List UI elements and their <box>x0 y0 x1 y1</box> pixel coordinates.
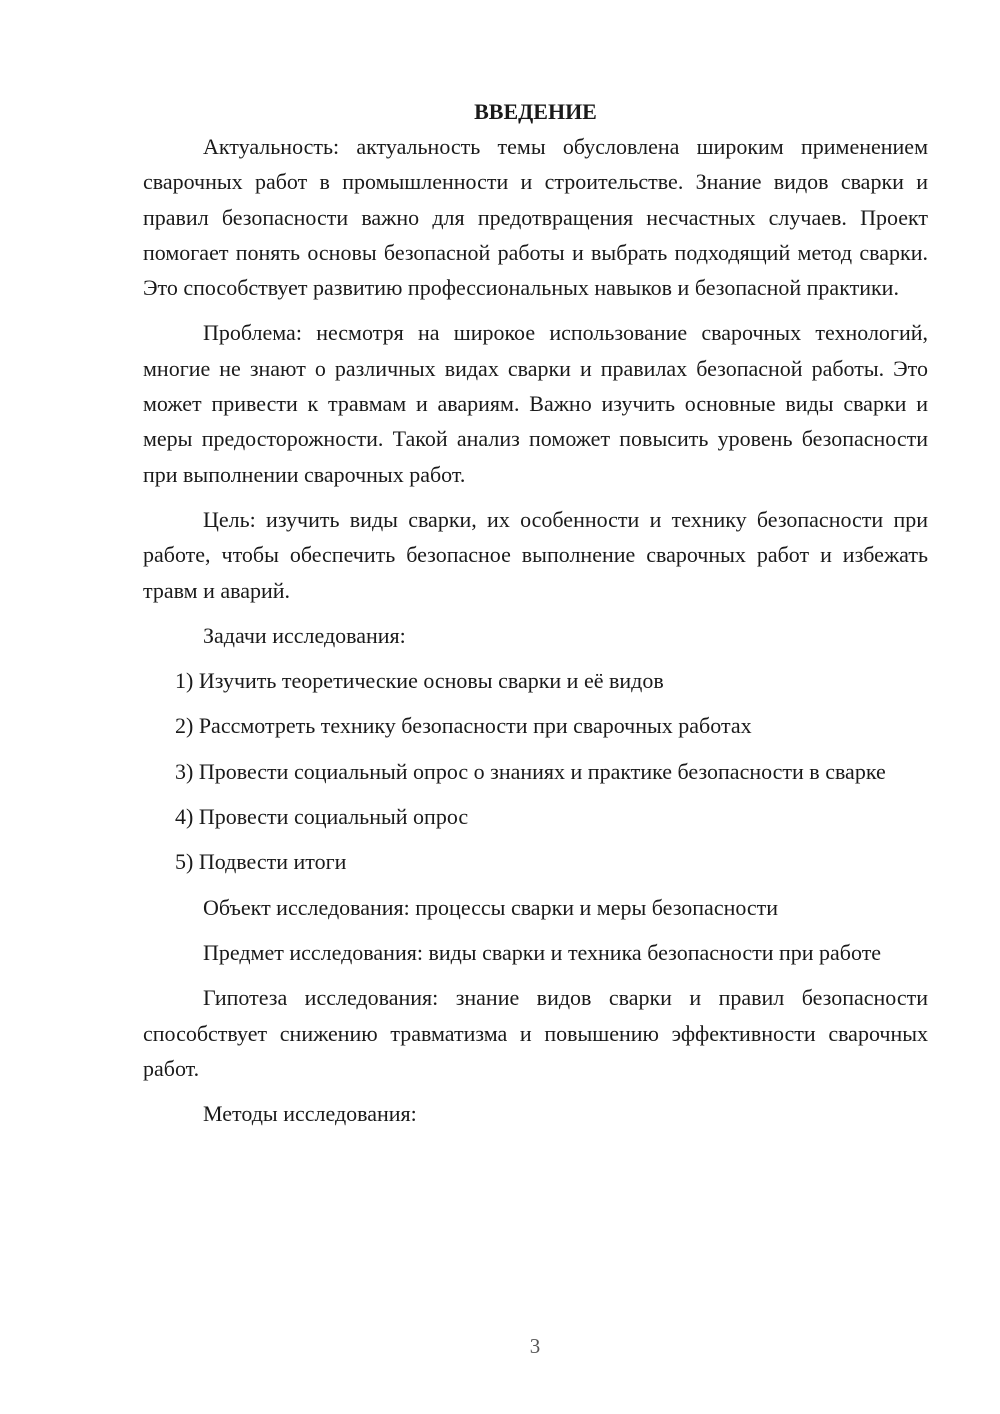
section-title: ВВЕДЕНИЕ <box>474 99 597 124</box>
task-item-5: 5) Подвести итоги <box>175 849 347 875</box>
page-number: 3 <box>529 1334 541 1358</box>
methods-heading: Методы исследования: <box>203 1101 417 1127</box>
hypothesis-paragraph: Гипотеза исследования: знание видов сварки и правил безопасности способствует снижению травматизма и повышению эффективности сварочных работ. <box>143 985 928 1081</box>
problem-paragraph: Проблема: несмотря на широкое использование сварочных технологий, многие не знают о различных видах сварки и правилах безопасной работы. Это может привести к травмам и авариям. Важно изучить основные виды сварки и меры предосторожности. Такой анализ поможет повысить уровень безопасности при выполнении сварочных работ. <box>143 320 928 487</box>
tasks-heading: Задачи исследования: <box>203 622 406 648</box>
goal-paragraph: Цель: изучить виды сварки, их особенности и технику безопасности при работе, чтобы обеспечить безопасное выполнение сварочных работ и избежать травм и аварий. <box>143 506 928 603</box>
object-paragraph: Объект исследования: процессы сварки и меры безопасности <box>203 894 779 920</box>
task-item-1: 1) Изучить теоретические основы сварки и её видов <box>175 668 664 694</box>
relevance-paragraph: Актуальность: актуальность темы обусловлена широким применением сварочных работ в промышленности и строительстве. Знание видов сварки и правил безопасности важно для предотвращения несчастных случаев. Проект помогает понять основы безопасной работы и выбрать подходящий метод сварки. Это способствует развитию профессиональных навыков и безопасной практики. <box>143 134 928 301</box>
subject-paragraph: Предмет исследования: виды сварки и техника безопасности при работе <box>203 939 882 965</box>
task-item-2: 2) Рассмотреть технику безопасности при сварочных работах <box>175 713 752 739</box>
document-page <box>143 94 928 1141</box>
task-item-4: 4) Провести социальный опрос <box>175 804 469 830</box>
task-item-3: 3) Провести социальный опрос о знаниях и практике безопасности в сварке <box>175 758 886 784</box>
